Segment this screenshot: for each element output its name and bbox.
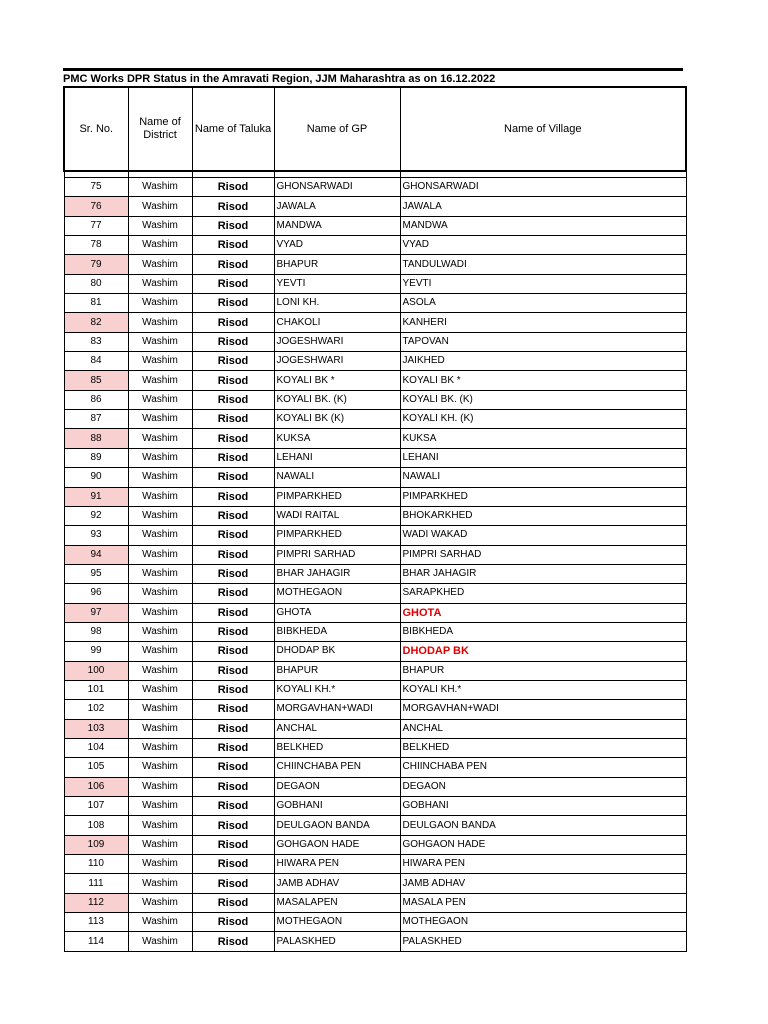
- village-cell: KOYALI BK *: [400, 371, 686, 390]
- gp-cell: KOYALI BK *: [274, 371, 400, 390]
- gp-cell: JAMB ADHAV: [274, 874, 400, 893]
- gp-cell: PIMPARKHED: [274, 487, 400, 506]
- taluka-cell: Risod: [192, 603, 274, 622]
- district-cell: Washim: [128, 777, 192, 796]
- village-cell: TANDULWADI: [400, 255, 686, 274]
- table-row: [64, 332, 686, 351]
- taluka-cell: Risod: [192, 700, 274, 719]
- taluka-cell: Risod: [192, 197, 274, 216]
- village-cell: DEGAON: [400, 777, 686, 796]
- sr-no-cell: 103: [64, 719, 128, 738]
- village-cell: GHOTA: [400, 603, 686, 622]
- district-cell: Washim: [128, 680, 192, 699]
- sr-no-cell: 100: [64, 661, 128, 680]
- table-row: [64, 390, 686, 409]
- taluka-cell: Risod: [192, 506, 274, 525]
- village-cell: KANHERI: [400, 313, 686, 332]
- gp-cell: DEGAON: [274, 777, 400, 796]
- gp-cell: BHAR JAHAGIR: [274, 564, 400, 583]
- district-cell: Washim: [128, 390, 192, 409]
- village-cell: JAMB ADHAV: [400, 874, 686, 893]
- district-cell: Washim: [128, 255, 192, 274]
- table-row: [64, 584, 686, 603]
- table-row: [64, 661, 686, 680]
- table-row: [64, 642, 686, 661]
- gp-cell: JOGESHWARI: [274, 352, 400, 371]
- table-row: [64, 216, 686, 235]
- gp-cell: MOTHEGAON: [274, 584, 400, 603]
- taluka-cell: Risod: [192, 448, 274, 467]
- sr-no-cell: 96: [64, 584, 128, 603]
- gp-cell: ANCHAL: [274, 719, 400, 738]
- table-row: [64, 932, 686, 951]
- taluka-cell: Risod: [192, 797, 274, 816]
- taluka-cell: Risod: [192, 564, 274, 583]
- table-row: [64, 893, 686, 912]
- taluka-cell: Risod: [192, 332, 274, 351]
- village-cell: DEULGAON BANDA: [400, 816, 686, 835]
- village-cell: ANCHAL: [400, 719, 686, 738]
- table-row: [64, 371, 686, 390]
- gp-cell: GOHGAON HADE: [274, 835, 400, 854]
- table-row: [64, 816, 686, 835]
- gp-cell: YEVTI: [274, 274, 400, 293]
- table-row: [64, 255, 686, 274]
- district-cell: Washim: [128, 893, 192, 912]
- table-row: [64, 506, 686, 525]
- gp-cell: KOYALI KH.*: [274, 680, 400, 699]
- gp-cell: DEULGAON BANDA: [274, 816, 400, 835]
- taluka-cell: Risod: [192, 680, 274, 699]
- village-cell: YEVTI: [400, 274, 686, 293]
- gp-cell: LONI KH.: [274, 294, 400, 313]
- sr-no-cell: 107: [64, 797, 128, 816]
- district-cell: Washim: [128, 700, 192, 719]
- village-cell: JAWALA: [400, 197, 686, 216]
- table-row: [64, 622, 686, 641]
- gp-cell: HIWARA PEN: [274, 855, 400, 874]
- district-cell: Washim: [128, 274, 192, 293]
- village-cell: WADI WAKAD: [400, 526, 686, 545]
- dpr-status-table: [63, 86, 687, 952]
- table-row: [64, 603, 686, 622]
- gp-cell: GHOTA: [274, 603, 400, 622]
- village-cell: BELKHED: [400, 738, 686, 757]
- taluka-cell: Risod: [192, 545, 274, 564]
- table-row: [64, 410, 686, 429]
- table-row: [64, 178, 686, 197]
- gp-cell: MASALAPEN: [274, 893, 400, 912]
- sr-no-cell: 110: [64, 855, 128, 874]
- taluka-cell: Risod: [192, 932, 274, 951]
- district-cell: Washim: [128, 410, 192, 429]
- taluka-cell: Risod: [192, 487, 274, 506]
- table-row: [64, 448, 686, 467]
- sr-no-cell: 85: [64, 371, 128, 390]
- taluka-cell: Risod: [192, 642, 274, 661]
- table-row: [64, 487, 686, 506]
- sr-no-cell: 111: [64, 874, 128, 893]
- table-row: [64, 313, 686, 332]
- gp-cell: LEHANI: [274, 448, 400, 467]
- table-row: [64, 874, 686, 893]
- taluka-cell: Risod: [192, 294, 274, 313]
- sr-no-cell: 102: [64, 700, 128, 719]
- gp-cell: CHIINCHABA PEN: [274, 758, 400, 777]
- gp-cell: PIMPRI SARHAD: [274, 545, 400, 564]
- village-cell: BIBKHEDA: [400, 622, 686, 641]
- village-cell: PIMPRI SARHAD: [400, 545, 686, 564]
- taluka-cell: Risod: [192, 777, 274, 796]
- gp-cell: KOYALI BK (K): [274, 410, 400, 429]
- district-cell: Washim: [128, 429, 192, 448]
- village-cell: GHONSARWADI: [400, 178, 686, 197]
- village-cell: MOTHEGAON: [400, 913, 686, 932]
- taluka-cell: Risod: [192, 371, 274, 390]
- sr-no-cell: 81: [64, 294, 128, 313]
- table-row: [64, 855, 686, 874]
- table-row: [64, 913, 686, 932]
- village-cell: NAWALI: [400, 468, 686, 487]
- district-cell: Washim: [128, 584, 192, 603]
- sr-no-cell: 86: [64, 390, 128, 409]
- sr-no-cell: 112: [64, 893, 128, 912]
- sr-no-cell: 87: [64, 410, 128, 429]
- district-cell: Washim: [128, 448, 192, 467]
- village-cell: KOYALI BK. (K): [400, 390, 686, 409]
- village-cell: TAPOVAN: [400, 332, 686, 351]
- district-cell: Washim: [128, 487, 192, 506]
- sr-no-cell: 79: [64, 255, 128, 274]
- table-row: [64, 758, 686, 777]
- district-cell: Washim: [128, 816, 192, 835]
- sr-no-cell: 92: [64, 506, 128, 525]
- village-cell: KOYALI KH. (K): [400, 410, 686, 429]
- gp-cell: GHONSARWADI: [274, 178, 400, 197]
- table-body: [64, 171, 686, 951]
- taluka-cell: Risod: [192, 893, 274, 912]
- district-cell: Washim: [128, 236, 192, 255]
- sr-no-cell: 78: [64, 236, 128, 255]
- district-cell: Washim: [128, 835, 192, 854]
- district-cell: Washim: [128, 178, 192, 197]
- taluka-cell: Risod: [192, 410, 274, 429]
- village-cell: HIWARA PEN: [400, 855, 686, 874]
- gp-cell: BELKHED: [274, 738, 400, 757]
- taluka-cell: Risod: [192, 429, 274, 448]
- village-cell: MANDWA: [400, 216, 686, 235]
- district-cell: Washim: [128, 332, 192, 351]
- sr-no-cell: 99: [64, 642, 128, 661]
- table-row: [64, 564, 686, 583]
- district-cell: Washim: [128, 855, 192, 874]
- district-cell: Washim: [128, 758, 192, 777]
- taluka-cell: Risod: [192, 352, 274, 371]
- taluka-cell: Risod: [192, 661, 274, 680]
- district-cell: Washim: [128, 468, 192, 487]
- taluka-cell: Risod: [192, 835, 274, 854]
- gp-cell: BIBKHEDA: [274, 622, 400, 641]
- sr-no-cell: 80: [64, 274, 128, 293]
- header-village: Name of Village: [400, 87, 686, 171]
- district-cell: Washim: [128, 913, 192, 932]
- district-cell: Washim: [128, 197, 192, 216]
- district-cell: Washim: [128, 642, 192, 661]
- district-cell: Washim: [128, 661, 192, 680]
- village-cell: MORGAVHAN+WADI: [400, 700, 686, 719]
- taluka-cell: Risod: [192, 758, 274, 777]
- taluka-cell: Risod: [192, 874, 274, 893]
- village-cell: SARAPKHED: [400, 584, 686, 603]
- district-cell: Washim: [128, 797, 192, 816]
- gp-cell: JAWALA: [274, 197, 400, 216]
- header-sr-no: Sr. No.: [64, 87, 128, 171]
- sr-no-cell: 108: [64, 816, 128, 835]
- table-row: [64, 680, 686, 699]
- table-row: [64, 526, 686, 545]
- table-row: [64, 835, 686, 854]
- sr-no-cell: 77: [64, 216, 128, 235]
- gp-cell: PIMPARKHED: [274, 526, 400, 545]
- village-cell: PALASKHED: [400, 932, 686, 951]
- sr-no-cell: 84: [64, 352, 128, 371]
- table-row: [64, 197, 686, 216]
- gp-cell: PALASKHED: [274, 932, 400, 951]
- sr-no-cell: 97: [64, 603, 128, 622]
- village-cell: CHIINCHABA PEN: [400, 758, 686, 777]
- district-cell: Washim: [128, 603, 192, 622]
- sr-no-cell: 98: [64, 622, 128, 641]
- taluka-cell: Risod: [192, 526, 274, 545]
- gp-cell: MOTHEGAON: [274, 913, 400, 932]
- gp-cell: VYAD: [274, 236, 400, 255]
- district-cell: Washim: [128, 313, 192, 332]
- district-cell: Washim: [128, 506, 192, 525]
- village-cell: BHAPUR: [400, 661, 686, 680]
- district-cell: Washim: [128, 564, 192, 583]
- district-cell: Washim: [128, 622, 192, 641]
- sr-no-cell: 94: [64, 545, 128, 564]
- taluka-cell: Risod: [192, 236, 274, 255]
- district-cell: Washim: [128, 719, 192, 738]
- table-row: [64, 700, 686, 719]
- sr-no-cell: 95: [64, 564, 128, 583]
- village-cell: BHOKARKHED: [400, 506, 686, 525]
- taluka-cell: Risod: [192, 390, 274, 409]
- taluka-cell: Risod: [192, 738, 274, 757]
- taluka-cell: Risod: [192, 584, 274, 603]
- table-row: [64, 797, 686, 816]
- village-cell: VYAD: [400, 236, 686, 255]
- village-cell: PIMPARKHED: [400, 487, 686, 506]
- village-cell: KUKSA: [400, 429, 686, 448]
- gp-cell: MANDWA: [274, 216, 400, 235]
- sr-no-cell: 114: [64, 932, 128, 951]
- gp-cell: BHAPUR: [274, 661, 400, 680]
- taluka-cell: Risod: [192, 913, 274, 932]
- gp-cell: CHAKOLI: [274, 313, 400, 332]
- header-taluka: Name of Taluka: [192, 87, 274, 171]
- sr-no-cell: 113: [64, 913, 128, 932]
- taluka-cell: Risod: [192, 216, 274, 235]
- district-cell: Washim: [128, 294, 192, 313]
- district-cell: Washim: [128, 738, 192, 757]
- gp-cell: DHODAP BK: [274, 642, 400, 661]
- table-header: [64, 87, 686, 171]
- district-cell: Washim: [128, 545, 192, 564]
- table-row: [64, 719, 686, 738]
- gp-cell: WADI RAITAL: [274, 506, 400, 525]
- gp-cell: GOBHANI: [274, 797, 400, 816]
- table-row: [64, 294, 686, 313]
- district-cell: Washim: [128, 932, 192, 951]
- taluka-cell: Risod: [192, 178, 274, 197]
- gp-cell: KUKSA: [274, 429, 400, 448]
- taluka-cell: Risod: [192, 274, 274, 293]
- header-gp: Name of GP: [274, 87, 400, 171]
- sr-no-cell: 83: [64, 332, 128, 351]
- village-cell: LEHANI: [400, 448, 686, 467]
- taluka-cell: Risod: [192, 855, 274, 874]
- village-cell: JAIKHED: [400, 352, 686, 371]
- gp-cell: BHAPUR: [274, 255, 400, 274]
- table-row: [64, 738, 686, 757]
- table-row: [64, 545, 686, 564]
- village-cell: ASOLA: [400, 294, 686, 313]
- gp-cell: MORGAVHAN+WADI: [274, 700, 400, 719]
- page-title: PMC Works DPR Status in the Amravati Region, JJM Maharashtra as on 16.12.2022: [63, 68, 683, 85]
- village-cell: BHAR JAHAGIR: [400, 564, 686, 583]
- table-row: [64, 429, 686, 448]
- header-district: Name of District: [128, 87, 192, 171]
- table-row: [64, 352, 686, 371]
- district-cell: Washim: [128, 874, 192, 893]
- gp-cell: JOGESHWARI: [274, 332, 400, 351]
- village-cell: DHODAP BK: [400, 642, 686, 661]
- sr-no-cell: 75: [64, 178, 128, 197]
- village-cell: MASALA PEN: [400, 893, 686, 912]
- taluka-cell: Risod: [192, 622, 274, 641]
- taluka-cell: Risod: [192, 313, 274, 332]
- table-row: [64, 274, 686, 293]
- sr-no-cell: 90: [64, 468, 128, 487]
- village-cell: GOBHANI: [400, 797, 686, 816]
- village-cell: GOHGAON HADE: [400, 835, 686, 854]
- sr-no-cell: 106: [64, 777, 128, 796]
- sr-no-cell: 91: [64, 487, 128, 506]
- taluka-cell: Risod: [192, 816, 274, 835]
- sr-no-cell: 93: [64, 526, 128, 545]
- district-cell: Washim: [128, 352, 192, 371]
- district-cell: Washim: [128, 526, 192, 545]
- sr-no-cell: 104: [64, 738, 128, 757]
- taluka-cell: Risod: [192, 719, 274, 738]
- taluka-cell: Risod: [192, 255, 274, 274]
- table-row: [64, 777, 686, 796]
- district-cell: Washim: [128, 371, 192, 390]
- sr-no-cell: 89: [64, 448, 128, 467]
- gp-cell: NAWALI: [274, 468, 400, 487]
- table-row: [64, 236, 686, 255]
- sr-no-cell: 76: [64, 197, 128, 216]
- taluka-cell: Risod: [192, 468, 274, 487]
- sr-no-cell: 101: [64, 680, 128, 699]
- district-cell: Washim: [128, 216, 192, 235]
- gp-cell: KOYALI BK. (K): [274, 390, 400, 409]
- sr-no-cell: 82: [64, 313, 128, 332]
- sr-no-cell: 105: [64, 758, 128, 777]
- table-row: [64, 468, 686, 487]
- village-cell: KOYALI KH.*: [400, 680, 686, 699]
- sr-no-cell: 109: [64, 835, 128, 854]
- sr-no-cell: 88: [64, 429, 128, 448]
